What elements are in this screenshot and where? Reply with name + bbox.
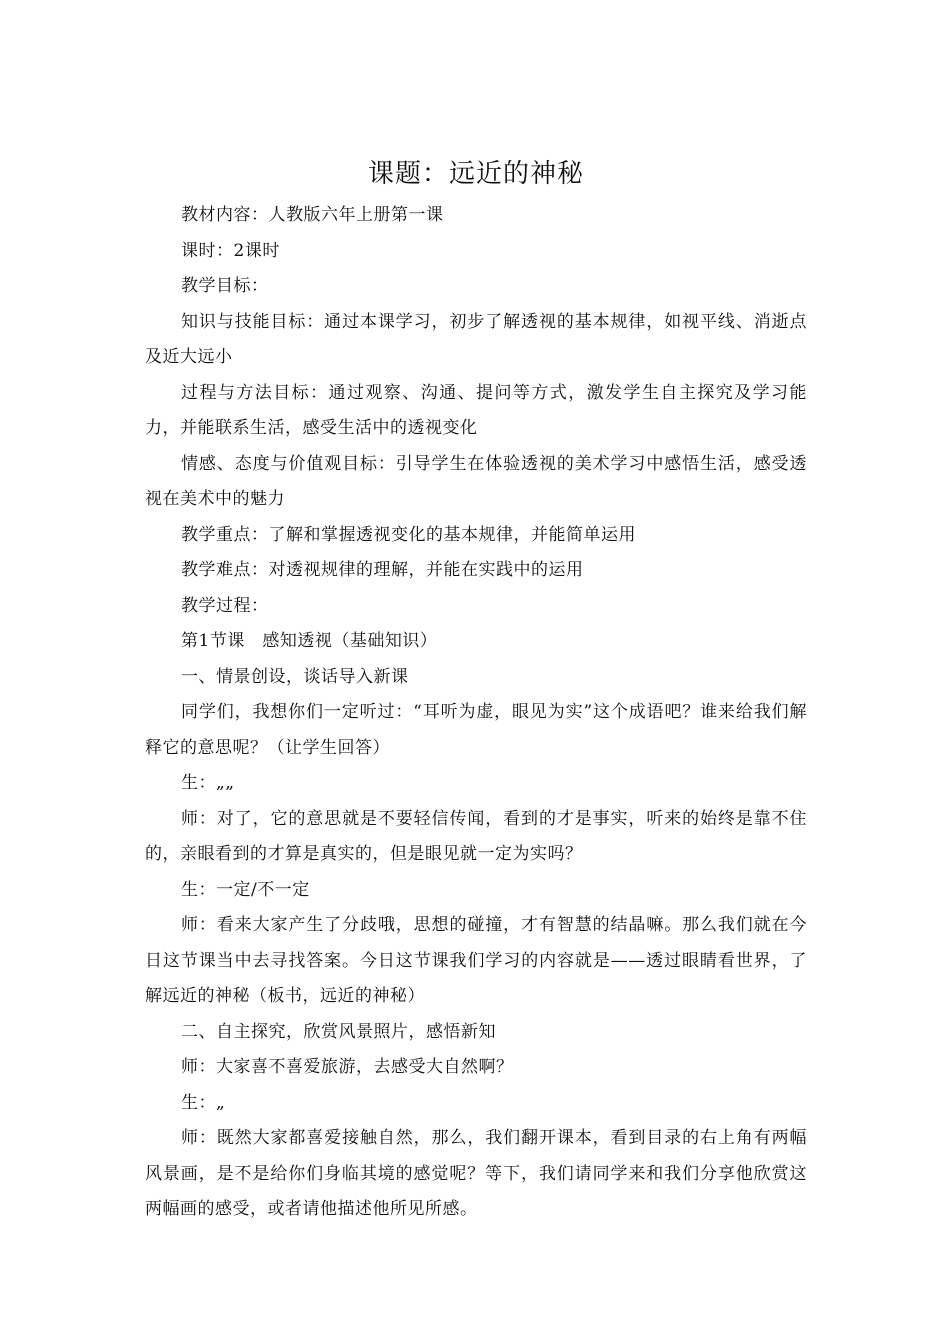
section-heading: 二、自主探究，欣赏风景照片，感悟新知 (181, 1021, 496, 1042)
paragraph: 教学过程： (181, 595, 269, 616)
section-heading: 第1节课 感知透视（基础知识） (181, 631, 438, 651)
paragraph: 情感、态度与价值观目标：引导学生在体验透视的美术学习中感悟生活，感受透视在美术中的魅力 (145, 453, 807, 509)
paragraph: 过程与方法目标：通过观察、沟通、提问等方式，激发学生自主探究及学习能力，并能联系生活，感受生活中的透视变化 (145, 382, 807, 438)
paragraph: 教学重点：了解和掌握透视变化的基本规律，并能简单运用 (181, 524, 636, 545)
document-title: 课题：远近的神秘 (367, 159, 584, 189)
paragraph: 生：„„ (181, 773, 235, 793)
paragraph: 教材内容：人教版六年上册第一课 (181, 205, 444, 225)
section-heading: 一、情景创设，谈话导入新课 (181, 666, 409, 687)
paragraph: 生：„ (181, 1092, 226, 1113)
paragraph: 生：一定/不一定 (181, 879, 310, 900)
paragraph: 课时：2课时 (181, 240, 280, 261)
document-body (145, 150, 807, 1228)
paragraph: 师：既然大家都喜爱接触自然，那么，我们翻开课本，看到目录的右上角有两幅风景画，是不是给你们身临其境的感觉呢？等下，我们请同学来和我们分享他欣赏这两幅画的感受，或者请他描述他所见所感。 (145, 1128, 807, 1219)
paragraph: 教学目标： (181, 276, 269, 296)
paragraph: 师：大家喜不喜爱旅游，去感受大自然啊？ (181, 1057, 514, 1077)
paragraph: 师：对了，它的意思就是不要轻信传闻，看到的才是事实，听来的始终是靠不住的，亲眼看到的才算是真实的，但是眼见就一定为实吗？ (145, 808, 807, 864)
paragraph: 同学们，我想你们一定听过：“耳听为虚，眼见为实”这个成语吧？谁来给我们解释它的意思呢？（让学生回答） (145, 702, 807, 758)
paragraph: 知识与技能目标：通过本课学习，初步了解透视的基本规律，如视平线、消逝点及近大远小 (145, 311, 807, 367)
paragraph: 师：看来大家产生了分歧哦，思想的碰撞，才有智慧的结晶嘛。那么我们就在今日这节课当中去寻找答案。今日这节课我们学习的内容就是——透过眼睛看世界，了解远近的神秘（板书，远近的神秘） (145, 915, 807, 1006)
paragraph: 教学难点：对透视规律的理解，并能在实践中的运用 (181, 560, 584, 580)
